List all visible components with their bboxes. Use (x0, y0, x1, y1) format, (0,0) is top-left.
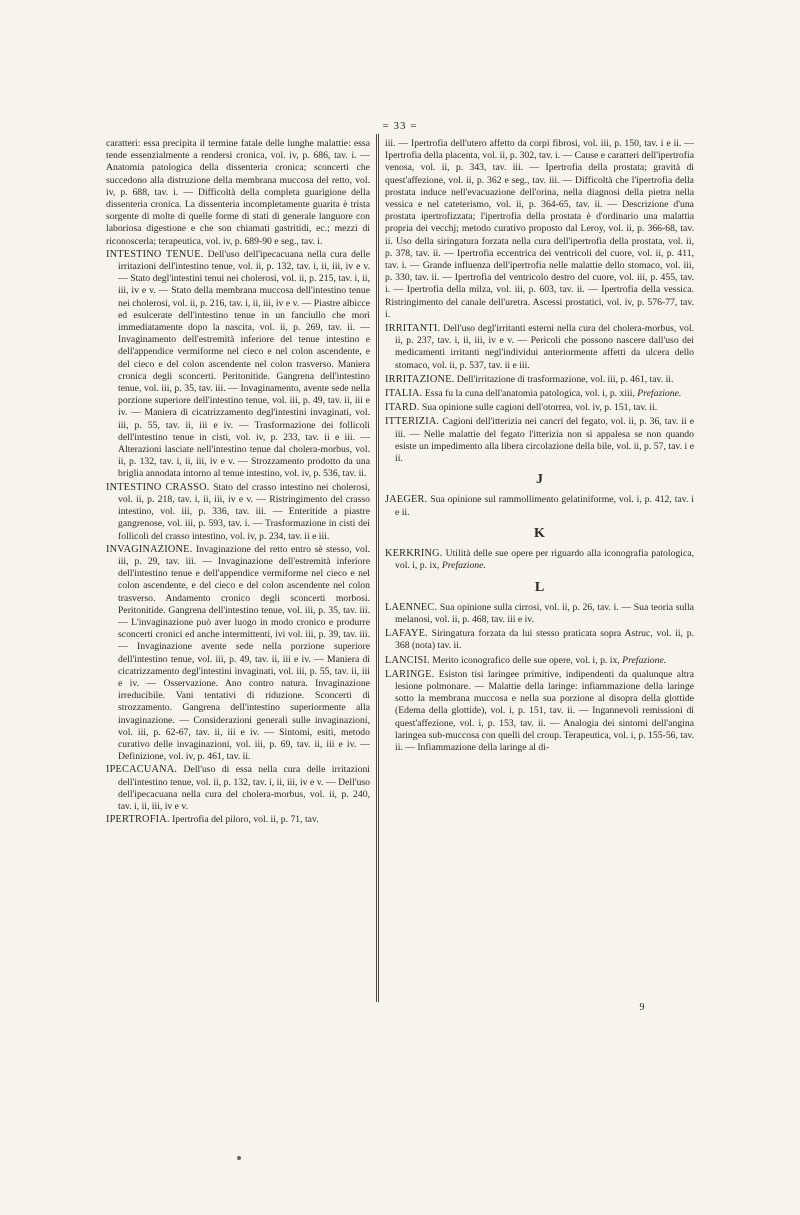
index-entry (385, 402, 694, 414)
entry-text: Stato del crasso intestino nei cholerosi, vol. ii, p. 218, tav. i, ii, iii, iv e v. — Ristringimento del crasso intestino, vol. iii, p. 336, tav. iii. — Enteritide a piastre gangrenose, vol. iii, p. 593, tav. i. — Trasformazione in cisti dei follicoli del crasso intestino, vol. iv, p. 234, tav. ii e iii. (118, 481, 370, 542)
entry-headword: INVAGINAZIONE. (106, 543, 193, 555)
section-letter: K (534, 525, 545, 541)
index-entry (385, 323, 694, 372)
entry-continuation (385, 138, 694, 321)
index-entry (106, 482, 370, 543)
entry-headword: ITALIA. (385, 388, 423, 400)
right-column (385, 138, 694, 756)
entry-text: Essa fu la cuna dell'anatomia patologica, vol. i, p. xiii, (422, 388, 638, 400)
entry-text: Utilità delle sue opere per riguardo alla iconografia patologica, vol. i, p. ix, (395, 548, 694, 572)
signature-mark: 9 (639, 1002, 645, 1013)
entry-headword: INTESTINO TENUE. (106, 248, 204, 260)
entry-headword: JAEGER. (385, 494, 428, 506)
entry-italic-note: Prefazione. (637, 388, 682, 400)
entry-italic-note: Prefazione. (622, 654, 667, 666)
entry-headword: LAENNEC. (385, 601, 438, 613)
index-entry (385, 669, 694, 754)
page-number: = 33 = (382, 120, 418, 132)
index-entry (385, 628, 694, 652)
entry-headword: LARINGE. (385, 668, 435, 680)
entry-text: Esiston tisi laringee primitive, indipendenti da qualunque altra lesione polmonare. — Malattie della laringe: infiammazione della laringe sotto la membrana muccosa e nella sua porzione al disopra della glottide (Edema della glottide), vol. i, p. 151, tav. ii. — Ingannevoli remissioni di quest'affezione, vol. i, p. 153, tav. ii. — Analogia dei sintomi dell'angina laringea sub-muccosa con quelli del croup. Terapeutica, vol. i, p. 155-56, tav. ii. — Infiammazione della laringe al di- (395, 668, 694, 753)
entry-headword: IPECACUANA. (106, 764, 178, 776)
entry-text: Siringatura forzata da lui stesso praticata sopra Astruc, vol. ii, p. 368 (nota) tav. ii. (395, 628, 694, 652)
index-entry (385, 548, 694, 572)
entry-continuation (106, 138, 370, 248)
index-entry (106, 814, 370, 826)
section-letter: J (536, 472, 543, 488)
left-column (106, 138, 370, 827)
entry-text: Sua opinione sul rammollimento gelatiniforme, vol. i, p. 412, tav. i e ii. (395, 494, 694, 518)
entry-headword: KERKRING. (385, 548, 443, 560)
entry-text: Sua opinione sulla cirrosi, vol. ii, p. 26, tav. i. — Sua teoria sulla melanosi, vol. ii, p. 468, tav. iii e iv. (395, 601, 694, 625)
index-entry (385, 416, 694, 465)
entry-headword: LANCISI. (385, 654, 430, 666)
index-entry (106, 544, 370, 764)
entry-text: Cagioni dell'itterizia nei cancri del fegato, vol. ii, p. 36, tav. ii e iii. — Nelle malattie del fegato l'itterizia non si appalesa se non quando esiste un impedimento alla libera circolazione della bile, vol. ii, p. 57, tav. i e ii. (395, 416, 694, 465)
entry-italic-note: Prefazione. (441, 560, 486, 572)
column-divider (376, 134, 379, 1002)
index-entry (106, 249, 370, 481)
entry-headword: ITTERIZIA. (385, 416, 440, 428)
section-letter: L (534, 579, 545, 595)
entry-headword: INTESTINO CRASSO. (106, 481, 210, 493)
entry-headword: LAFAYE. (385, 628, 428, 640)
entry-text: Invaginazione del retto entro sè stesso, vol. iii, p. 29, tav. iii. — Invaginazione dell'estremità inferiore dell'intestino tenue e dell'appendice vermiforme nel cieco e nel colon ascendente, e del cieco e del colon ascendente nel colon trasverso. Andamento cronico degli sconcerti morbosi. Peritonitide. Gangrena dell'intestino tenue, vol. iii, p. 35, tav. iii. — L'invaginazione può aver luogo in modo cronico e produrre sconcerti cronici ed anche intermittenti, ivi vol. iii, p. 39, tav. iii. — Invaginazione avente sede nella porzione superiore dell'intestino tenue, vol. iii, p. 49, tav. ii, iii e iv. — Maniera di cicatrizzamento degl'intestini invaginati, vol. iii, p. 55, tav. ii, iii e iv. — Osservazione. Ano contro natura. Invaginazione irreducibile. Vani tentativi di riduzione. Sconcerti di strozzamento. Gangrena dell'intestino superiormente alla invaginazione. — Considerazioni generali sulle invaginazioni, vol. iii, p. 62-67, tav. ii, iii e iv. — Sintomi, esiti, metodo curativo delle invaginazioni, vol. iii, p. 69, tav. ii, iii e iv. — Definizione, vol. iv, p. 461, tav. ii. (118, 543, 370, 763)
entry-text: iii. — Ipertrofia dell'utero affetto da corpi fibrosi, vol. iii, p. 150, tav. i e ii. — Ipertrofia della placenta, vol. ii, p. 302, tav. i. — Cause e caratteri dell'ipertrofia venosa, vol. ii, p. 343, tav. iii. — Ipertrofia della prostata; gravità di quest'affezione, vol. ii, p. 362 e seg., tav. iii. — Difficoltà che l'ipertrofia della prostata induce nell'evacuazione dell'orina, nella diagnosi della pietra nella vessica e nel cateterismo, vol. ii, p. 364-65, tav. ii. — Descrizione d'una prostata ipertrofizzata; l'ipertrofia della prostata è d'ordinario una malattia propria dei vecchj; metodo curativo proposto dal Leroy, vol. ii, p. 366-68, tav. ii. Uso della siringatura forzata nella cura dell'ipertrofia della prostata, vol. ii, p. 378, tav. ii. — Ipertrofia eccentrica dei ventricoli del cuore, vol. ii, p. 411, tav. i. — Grande influenza dell'ipertrofia nelle malattie dello stomaco, vol. iii, p. 330, tav. ii. — Ipertrofia del ventricolo destro del cuore, vol. iii, p. 455, tav. i. — Ipertrofia della milza, vol. iii, p. 603, tav. ii. — Ipertrofia della vessica. Ristringimento del canale dell'uretra. Ascessi prostatici, vol. iv, p. 576-77, tav. i. (385, 138, 694, 320)
entry-headword: IPERTROFIA. (106, 814, 170, 826)
entry-text: Dell'uso degl'irritanti esterni nella cura del cholera-morbus, vol. ii, p. 237, tav. i, ii, iii, iv e v. — Pericoli che possono nascere dall'uso dei medicamenti irritanti negl'individui anteriormente affetti da ulcera dello stomaco, vol. ii, p. 537, tav. ii e iii. (395, 323, 694, 371)
index-entry (385, 374, 694, 386)
entry-headword: ITARD. (385, 402, 420, 414)
entry-text: Merito iconografico delle sue opere, vol. i, p. ix, (429, 654, 623, 666)
entry-headword: IRRITAZIONE. (385, 373, 455, 385)
entry-text: Dell'uso dell'ipecacuana nella cura delle irritazioni dell'intestino tenue, vol. ii, p. 132, tav. i, ii, iii, iv e v. — Stato degl'intestini tenui nei cholerosi, vol. ii, p. 215, tav. i, ii, iii, iv e v. — Stato della membrana muccosa dell'intestino tenue nei cholerosi, vol. ii, p. 216, tav. i, ii, iii, iv e v. — Piastre albicce ed esulcerate dell'intestino tenue in un fanciullo che morì immediatamente dopo la nascita, vol. ii, p. 269, tav. ii. — Invaginamento dell'estremità inferiore del tenue intestino e dell'appendice vermiforme nel cieco e nel colon ascendente, e del cieco e del colon ascendente nel colon trasverso. Maniera cronica degli sconcerti. Peritonitide. Gangrena dell'intestino tenue, vol. iii, p. 35, tav. iii. — Invaginamento, avente sede nella porzione superiore dell'intestino tenue, vol. iii, p. 49, tav. ii, iii e iv. — Maniera di cicatrizzamento degl'intestini invaginati, vol. iii, p. 55, tav. ii, iii e iv. — Trasformazione dei follicoli dell'intestino tenue in cisti, vol. iv, p. 233, tav. ii e iii. — Alterazioni lasciate nell'intestino tenue dal cholera-morbus, vol. ii, p. 132, tav. i, ii, iii, iv e v. — Strozzamento prodotto da una briglia annodata intorno al tenue intestino, vol. iv, p. 536, tav. ii. (118, 248, 370, 480)
index-entry (106, 764, 370, 813)
entry-text: Dell'irritazione di trasformazione, vol. iii, p. 461, tav. ii. (454, 373, 674, 385)
entry-text: Sua opinione sulle cagioni dell'otorrea, vol. iv, p. 151, tav. ii. (419, 402, 658, 414)
entry-text: Ipertrofia del piloro, vol. ii, p. 71, tav. (169, 814, 319, 826)
index-entry (385, 494, 694, 518)
entry-headword: IRRITANTI. (385, 323, 441, 335)
entry-text: Dell'uso di essa nella cura delle irritazioni dell'intestino tenue, vol. ii, p. 132, tav. i, ii, iii, iv e v. — Dell'uso dell'ipecacuana nella cura del cholera-morbus, vol. ii, p. 240, tav. i, ii, iii, iv e v. (118, 764, 370, 812)
entry-text: caratteri: essa precipita il termine fatale delle lunghe malattie: essa tende essenzialmente a rendersi cronica, vol. iv, p. 686, tav. i. — Anatomia patologica della dissenteria cronica; sconcerti che succedono alla distruzione della membrana muccosa del retto, vol. iv, p. 688, tav. i. — Difficoltà della completa guarigione della dissenteria cronica. La dissenteria incompletamente guarita è trista sorgente di molte di quelle forme di stati di generale languore con laboriosa digestione e che son chiamati gastritidi, ec.; mezzi di riconoscerla; terapeutica, vol. iv, p. 689-90 e seg., tav. i. (106, 138, 370, 247)
index-entry (385, 602, 694, 626)
index-entry (385, 655, 694, 667)
ink-dot (237, 1156, 241, 1160)
index-entry (385, 388, 694, 400)
